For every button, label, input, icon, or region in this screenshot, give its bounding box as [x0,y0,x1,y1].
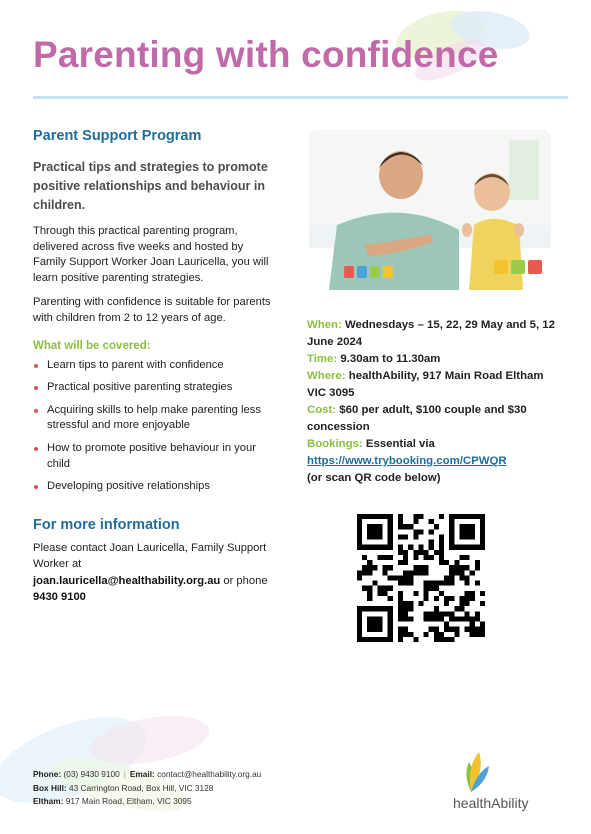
parent-child-photo [309,130,551,290]
covered-heading: What will be covered: [33,339,151,352]
cost-value: $60 per adult, $100 couple and $30 concession [307,404,527,433]
list-item: Practical positive parenting strategies [33,380,278,396]
cost-label: Cost: [307,404,337,416]
logo-text: healthAbility [453,795,529,811]
when-row [307,317,562,351]
title-divider [33,96,568,99]
bookings-value: Essential via [365,438,435,450]
footer-eltham-address: 917 Main Road, Eltham, VIC 3095 [65,796,192,806]
list-item: Acquiring skills to help make parenting less stressful and more enjoyable [33,403,278,434]
intro-text: Practical tips and strategies to promote positive relationships and behaviour in children. [33,160,268,212]
footer-email[interactable]: contact@healthability.org.au [157,769,262,779]
list-item: Learn tips to parent with confidence [33,358,278,374]
where-row [307,368,562,402]
where-label: Where: [307,370,346,382]
time-label: Time: [307,353,338,365]
when-label: When: [307,319,342,331]
booking-qr-code[interactable] [357,514,485,642]
cost-row [307,402,562,436]
decorative-petals-bottom [0,690,260,834]
left-column [33,128,278,606]
bullet-icon [34,364,38,368]
covered-list [33,358,278,495]
bullet-icon [34,386,38,390]
bullet-icon [34,447,38,451]
event-details [307,317,562,487]
bookings-label: Bookings: [307,438,363,450]
when-value: Wednesdays – 15, 22, 29 May and 5, 12 June 2024 [307,319,555,348]
bookings-row [307,436,562,453]
program-description: Through this practical parenting program, delivered across five weeks and hosted by Family Support Worker Joan Lauricella, you will learn positive parenting strategies. [33,225,269,284]
suitability-text: Parenting with confidence is suitable for parents with children from 2 to 12 years of age. [33,296,271,324]
page-title: Parenting with confidence [33,34,499,75]
list-item: How to promote positive behaviour in your child [33,441,278,472]
bullet-icon [34,409,38,413]
where-value: healthAbility, 917 Main Road Eltham VIC 3095 [307,370,544,399]
bullet-icon [34,485,38,489]
list-item: Developing positive relationships [33,479,278,495]
time-row [307,351,562,368]
program-heading: Parent Support Program [33,128,202,144]
contact-email[interactable]: joan.lauricella@healthability.org.au [33,574,221,587]
booking-link[interactable]: https://www.trybooking.com/CPWQR [307,455,507,467]
contact-info: Please contact Joan Lauricella, Family Support Worker at joan.lauricella@healthability.org.au or phone 9430 9100 [33,541,268,604]
time-value: 9.30am to 11.30am [340,353,441,365]
contact-phone: 9430 9100 [33,591,86,604]
footer-boxhill-address: 43 Carrington Road, Box Hill, VIC 3128 [68,782,214,793]
footer: Phone: (03) 9430 9100 | Email: contact@healthability.org.au Box Hill: 43 Carrington Road, Box Hill, VIC 3128 Eltham: 917 Main Road, Eltham, VIC 3095 [33,769,262,806]
qr-note: (or scan QR code below) [307,472,441,484]
more-info-heading: For more information [33,516,180,533]
footer-phone: (03) 9430 9100 [63,769,120,779]
